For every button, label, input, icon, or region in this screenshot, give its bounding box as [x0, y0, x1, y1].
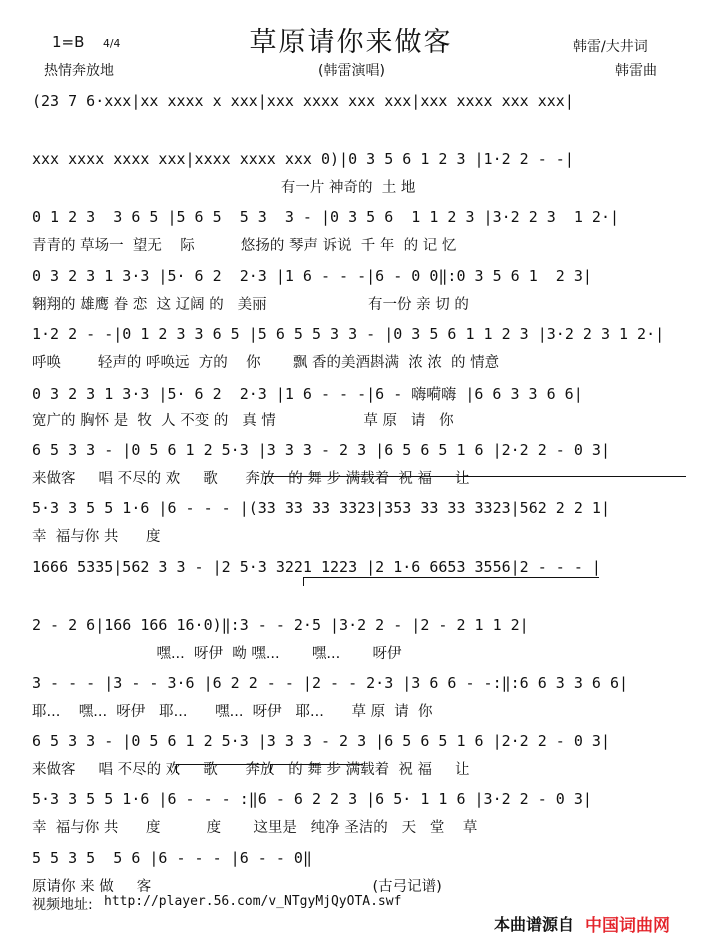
notation-row-13: 5·3 3 5 5 1·6 |6 - - - :‖6 - 6 2 2 3 |6 5· 1 1 6 |3·2 2 - 0 3| [32, 790, 592, 809]
video-url-link[interactable]: http://player.56.com/v_NTgyMjQyOTA.swf [104, 894, 402, 909]
time-signature-value: 4/4 [102, 37, 121, 50]
key-signature: 1=B [52, 33, 85, 51]
notation-row-3: 0 1 2 3 3 6 5 |5 6 5 5 3 3 - |0 3 5 6 1 1 2 3 |3·2 2 3 1 2·| [32, 208, 619, 227]
volta-bracket-2 [303, 577, 599, 586]
notation-row-2: xxx xxxx xxxx xxx|xxxx xxxx xxx 0)|0 3 5 6 1 2 3 |1·2 2 - -| [32, 150, 574, 169]
lyric-row-10: 嘿... 呀伊 呦 嘿... 嘿... 呀伊 [32, 645, 402, 662]
notation-row-4: 0 3 2 3 1 3·3 |5· 6 2 2·3 |1 6 - - -|6 - 0 0‖:0 3 5 6 1 2 3| [32, 266, 592, 285]
lyric-row-12: 来做客 唱 不尽的 欢 歌 奔放 的 舞 步 满载着 祝 福 让 [32, 762, 470, 779]
volta-bracket-1 [265, 476, 686, 485]
lyric-row-6: 宽广的 胸怀 是 牧 人 不变 的 真 情 草 原 请 你 [32, 413, 454, 429]
notation-row-5: 1·2 2 - -|0 1 2 3 3 6 5 |5 6 5 5 3 3 - |0 3 5 6 1 1 2 3 |3·2 2 3 1 2·| [32, 324, 665, 343]
volta-bracket-3 [176, 764, 267, 773]
performer: (韩雷演唱) [318, 63, 385, 79]
notation-row-12: 6 5 3 3 - |0 5 6 1 2 5·3 |3 3 3 - 2 3 |6 5 6 5 1 6 |2·2 2 - 0 3| [32, 732, 610, 751]
source-label: 本曲谱源自 [494, 915, 575, 934]
lyric-row-13: 幸 福与你 共 度 度 这里是 纯净 圣洁的 天 堂 草 [32, 820, 478, 837]
lyric-row-3: 青青的 草场一 望无 际 悠扬的 琴声 诉说 千 年 的 记 忆 [32, 238, 457, 255]
notation-row-9: 1666 5335|562 3 3 - |2 5·3 3221 1223 |2 1·6 6653 3556|2 - - - | [32, 557, 601, 576]
lyric-row-14: 原请你 来 做 客 (古弓记谱) [32, 878, 442, 895]
composer: 韩雷曲 [615, 63, 657, 79]
notation-row-7: 6 5 3 3 - |0 5 6 1 2 5·3 |3 3 3 - 2 3 |6 5 6 5 1 6 |2·2 2 - 0 3| [32, 441, 610, 460]
lyric-row-2: 有一片 神奇的 土 地 [32, 180, 416, 197]
lyric-row-7: 来做客 唱 不尽的 欢 歌 奔放 的 舞 步 满载着 祝 福 让 [32, 471, 470, 488]
lyric-row-11: 耶... 嘿... 呀伊 耶... 嘿... 呀伊 耶... 草 原 请 你 [32, 704, 433, 720]
source-site-link[interactable]: 中国词曲网 [585, 916, 670, 936]
notation-row-6: 0 3 2 3 1 3·3 |5· 6 2 2·3 |1 6 - - -|6 - 嗨嗬嗨 |6 6 3 3 6 6| [32, 385, 583, 403]
lyricist: 韩雷/大井词 [573, 39, 648, 55]
page-title: 草原请你来做客 [249, 27, 453, 58]
notation-row-14: 5 5 3 5 5 6 |6 - - - |6 - - 0‖ [32, 848, 312, 867]
lyric-row-4: 翱翔的 雄鹰 眷 恋 这 辽阔 的 美丽 有一份 亲 切 的 [32, 296, 469, 313]
lyric-row-5: 呼唤 轻声的 呼唤远 方的 你 飘 香的美酒斟满 浓 浓 的 情意 [32, 354, 500, 371]
lyric-row-8: 幸 福与你 共 度 [32, 529, 161, 546]
volta-bracket-4 [270, 764, 363, 773]
notation-row-11: 3 - - - |3 - - 3·6 |6 2 2 - - |2 - - 2·3 |3 6 6 - -:‖:6 6 3 3 6 6| [32, 674, 629, 692]
notation-row-1: (23 7 6·xxx|xx xxxx x xxx|xxx xxxx xxx xxx|xxx xxxx xxx xxx| [32, 92, 574, 110]
notation-row-8: 5·3 3 5 5 1·6 |6 - - - |(33 33 33 3323|353 33 33 3323|562 2 2 1| [32, 499, 610, 518]
notation-row-10: 2 - 2 6|166 166 16·0)‖:3 - - 2·5 |3·2 2 - |2 - 2 1 1 2| [32, 615, 529, 634]
video-label: 视频地址: [32, 897, 93, 913]
tempo-mark: 热情奔放地 [44, 63, 114, 79]
